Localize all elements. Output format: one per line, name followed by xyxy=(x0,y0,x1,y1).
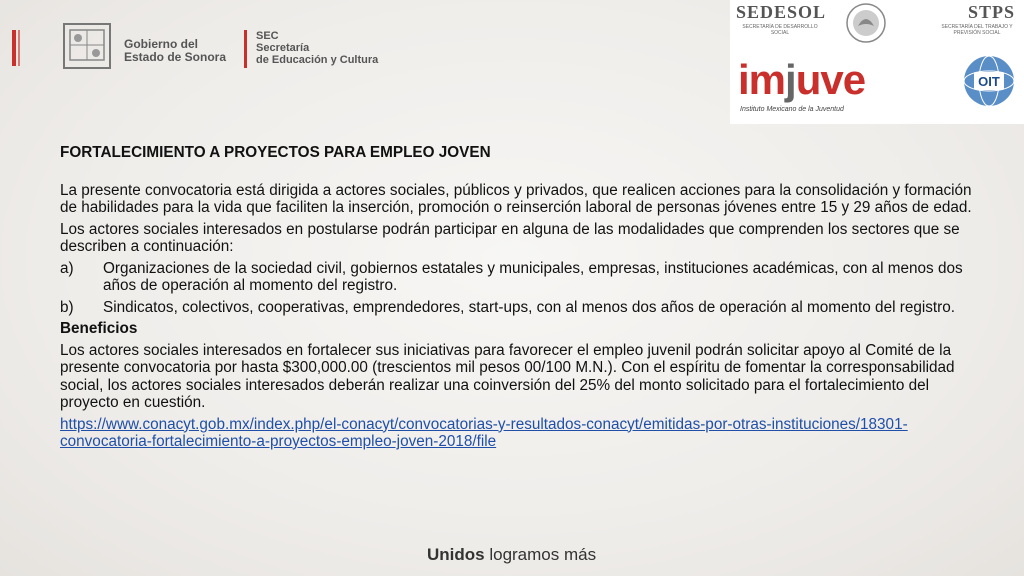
convocatoria-link[interactable]: https://www.conacyt.gob.mx/index.php/el-conacyt/convocatorias-y-resultados-conacyt/emitidas-por-otras-instituciones/18301-convocatoria-fortalecimiento-a-proyectos-empleo-joven-2018/file xyxy=(60,415,908,450)
document-title: FORTALECIMIENTO A PROYECTOS PARA EMPLEO JOVEN xyxy=(60,144,491,161)
document-body xyxy=(60,144,980,451)
sec-line3: de Educación y Cultura xyxy=(256,54,379,66)
government-name xyxy=(124,38,226,64)
benefits-paragraph: Los actores sociales interesados en fortalecer sus iniciativas para favorecer el empleo juvenil podrán solicitar apoyo al Comité de la presente convocatoria por hasta $300,000.00 (trescientos mil pesos 00/100 M.N.). Con el espíritu de fomentar la corresponsabilidad social, los actores sociales interesados deberán realizar una coinversión del 25% del monto solicitado para el fortalecimiento del proyecto en cuestión. xyxy=(60,341,955,411)
list-marker: a) xyxy=(60,259,74,277)
sec-line1: SEC xyxy=(256,30,279,42)
list-text: Sindicatos, colectivos, cooperativas, emprendedores, start-ups, con al menos dos años de operación al momento del registro. xyxy=(103,298,955,316)
sec-name xyxy=(256,30,378,66)
list-text: Organizaciones de la sociedad civil, gobiernos estatales y municipales, empresas, instituciones académicas, con al menos dos años de operación al momento del registro. xyxy=(103,259,963,294)
imjuve-part-j: j xyxy=(785,56,796,103)
sectors-paragraph: Los actores sociales interesados en postularse podrán participar en alguna de las modalidades que comprenden los sectores que se describen a continuación: xyxy=(60,220,960,255)
gov-name-line2: Estado de Sonora xyxy=(124,50,227,64)
footer-slogan-bold: Unidos xyxy=(427,545,485,564)
left-accent-bar xyxy=(12,30,16,66)
list-marker: b) xyxy=(60,298,74,316)
stps-subtitle: SECRETARÍA DEL TRABAJO Y PREVISIÓN SOCIAL xyxy=(941,24,1013,36)
list-item xyxy=(60,299,980,317)
benefits-heading: Beneficios xyxy=(60,320,138,337)
imjuve-part-uve: uve xyxy=(795,56,866,103)
sec-divider xyxy=(244,30,247,68)
stps-logo: STPS xyxy=(968,2,1016,22)
sonora-seal-icon xyxy=(62,22,112,70)
intro-paragraph: La presente convocatoria está dirigida a actores sociales, públicos y privados, que realicen acciones para la consolidación y formación de habilidades para la vida que faciliten la inserción, promoción o reinserción laboral de personas jóvenes entre 15 y 29 años de edad. xyxy=(60,181,972,216)
left-accent-bar-thin xyxy=(18,30,20,66)
mexico-eagle-seal-icon xyxy=(844,2,888,44)
sedesol-subtitle: SECRETARÍA DE DESARROLLO SOCIAL xyxy=(742,24,818,36)
footer-slogan xyxy=(427,545,596,565)
oit-letters: OIT xyxy=(978,74,1000,89)
footer-slogan-rest: logramos más xyxy=(484,545,597,564)
gov-name-line1: Gobierno del xyxy=(124,37,199,51)
sec-line2: Secretaría xyxy=(256,42,310,54)
imjuve-logo xyxy=(738,56,865,104)
list-item xyxy=(60,260,980,295)
oit-globe-icon xyxy=(962,54,1016,108)
imjuve-part-im: im xyxy=(738,56,786,103)
sedesol-logo: SEDESOL xyxy=(736,2,827,22)
imjuve-subtitle: Instituto Mexicano de la Juventud xyxy=(740,106,844,113)
